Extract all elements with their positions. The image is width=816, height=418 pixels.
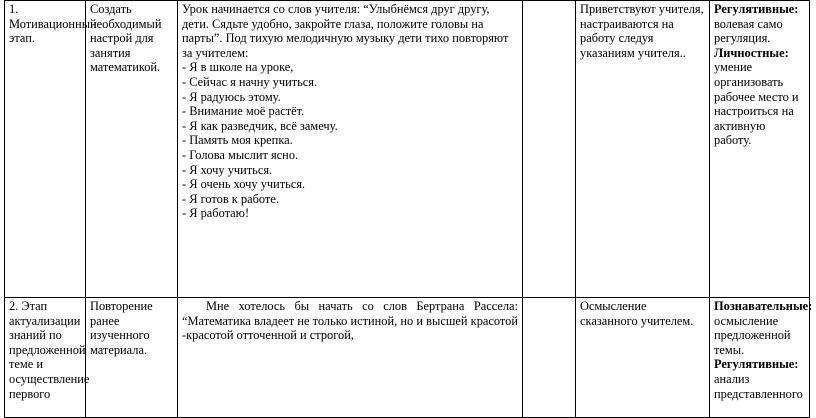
chant-line: - Голова мыслит ясно. xyxy=(182,147,299,162)
stage-text: 1. Мотивационный этап. xyxy=(9,2,97,46)
chant-line: - Я в школе на уроке, xyxy=(182,60,294,75)
student-activity-cell xyxy=(576,298,710,418)
chant-line: - Я радуюсь этому. xyxy=(182,89,281,104)
uud-cell xyxy=(710,1,810,298)
uud-label: Регулятивные: xyxy=(714,357,799,372)
uud-text: осмысление предложенной темы. xyxy=(714,313,791,357)
uud-cell xyxy=(710,298,813,418)
uud-label: Познавательные: xyxy=(714,299,813,313)
chant-line: - Внимание моё растёт. xyxy=(182,104,305,119)
goal-text: Повторение ранее изученного материала. xyxy=(90,299,153,357)
teacher-intro: Урок начинается со слов учителя: “Улыбнёмся друг другу, дети. Сядьте удобно, закройте глаза, положите головы на парты”. Под тихую мелодичную музыку дети тихо повторяют за учителем: xyxy=(182,2,509,60)
goal-text: Создать необходимый настрой для занятия математикой. xyxy=(90,2,162,75)
student-activity-text: Осмысление сказанного учителем. xyxy=(580,299,694,328)
table-row xyxy=(5,1,810,298)
student-activity-text: Приветствуют учителя, настраиваются на работу следуя указаниям учителя.. xyxy=(580,2,704,60)
chant-line: - Я готов к работе. xyxy=(182,191,279,206)
stage-cell xyxy=(5,298,90,418)
goal-cell xyxy=(86,1,178,298)
uud-text: волевая само регуляция. xyxy=(714,16,783,46)
uud-text: умение организовать рабочее место и настроиться на активную работу. xyxy=(714,60,799,148)
teacher-text: Мне хотелось бы начать со слов Бертрана Рассела: “Математика владеет не только истиной, но и высшей красотой -красотой отточенной и строгой, xyxy=(182,299,518,343)
chant-line: - Я хочу учиться. xyxy=(182,162,273,177)
empty-cell xyxy=(523,1,576,298)
uud-text: анализ представленного xyxy=(714,371,803,401)
stage-cell xyxy=(5,1,97,298)
chant-line: - Я как разведчик, всё замечу. xyxy=(182,118,338,133)
uud-label: Регулятивные: xyxy=(714,2,799,16)
goal-cell xyxy=(86,298,178,418)
teacher-activity-cell xyxy=(178,298,523,418)
lesson-plan-table xyxy=(4,0,813,418)
stage-text: 2. Этап актуализации знаний по предложенной теме и осуществление первого xyxy=(9,299,90,401)
student-activity-cell xyxy=(576,1,710,298)
chant-line: - Я очень хочу учиться. xyxy=(182,177,306,192)
uud-label: Личностные: xyxy=(714,45,789,60)
chant-line: - Память моя крепка. xyxy=(182,133,293,148)
empty-cell xyxy=(523,298,576,418)
chant-line: - Сейчас я начну учиться. xyxy=(182,74,318,89)
chant-line: - Я работаю! xyxy=(182,206,250,221)
teacher-activity-cell xyxy=(178,1,523,298)
table-row xyxy=(5,298,810,418)
